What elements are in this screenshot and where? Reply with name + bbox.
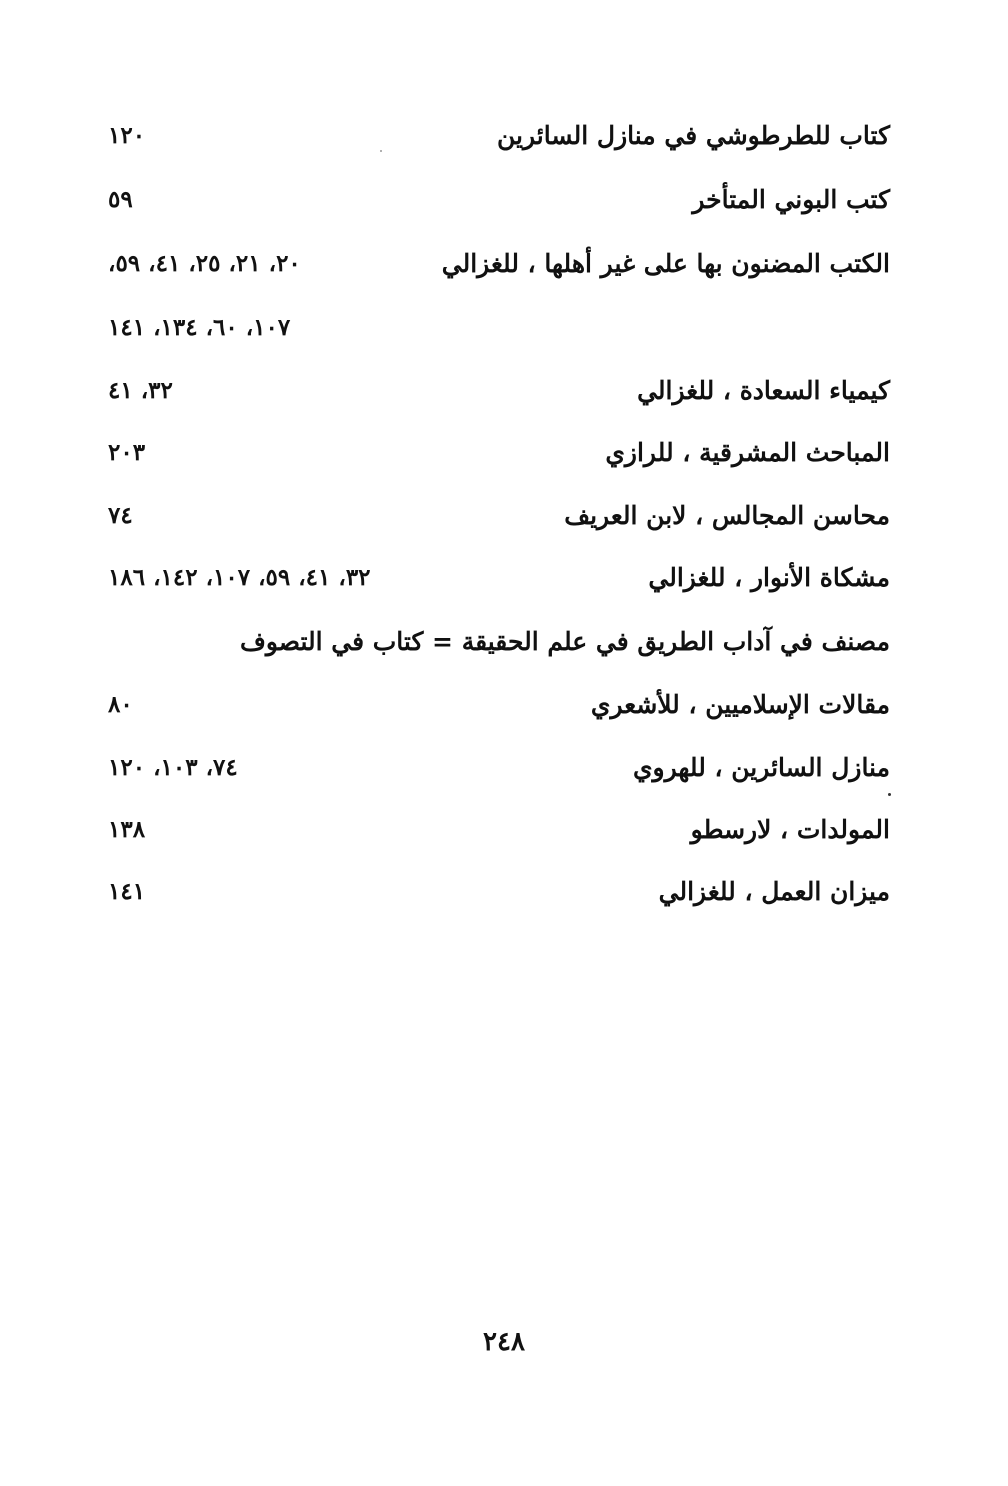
entry-title: كيمياء السعادة ، للغزالي	[637, 376, 890, 405]
index-entry	[108, 685, 890, 735]
entry-pages: ٣٢، ٤١	[108, 377, 173, 404]
index-entry	[108, 496, 890, 546]
entry-title: مقالات الإسلاميين ، للأشعري	[590, 690, 890, 719]
entry-pages: ٢٠، ٢١، ٢٥، ٤١، ٥٩،	[108, 250, 301, 277]
entry-pages: ٢٠٣	[108, 439, 146, 466]
index-entry	[108, 558, 890, 608]
entry-pages: ٧٤	[108, 502, 133, 529]
index-entry	[108, 872, 890, 922]
entry-title: الكتب المضنون بها على غير أهلها ، للغزالي	[441, 249, 890, 278]
entry-pages: ١٠٧، ٦٠، ١٣٤، ١٤١	[108, 314, 291, 341]
entry-title: كتاب للطرطوشي في منازل السائرين	[496, 121, 890, 150]
entry-pages: ٧٤، ١٠٣، ١٢٠	[108, 754, 238, 781]
entry-title: المباحث المشرقية ، للرازي	[605, 438, 890, 467]
entry-title: مشكاة الأنوار ، للغزالي	[648, 563, 890, 592]
entry-title: كتب البوني المتأخر	[692, 185, 890, 214]
index-entry	[108, 810, 890, 860]
print-speck	[888, 793, 891, 796]
entry-title: محاسن المجالس ، لابن العريف	[564, 501, 890, 530]
index-entry	[108, 748, 890, 798]
index-entry	[108, 433, 890, 483]
index-entry-continuation	[108, 308, 890, 358]
print-speck	[380, 150, 382, 152]
entry-title: ميزان العمل ، للغزالي	[658, 877, 890, 906]
index-entry	[108, 116, 890, 166]
entry-pages: ١٣٨	[108, 816, 146, 843]
index-entry	[108, 180, 890, 230]
entry-pages: ٣٢، ٤١، ٥٩، ١٠٧، ١٤٢، ١٨٦	[108, 564, 371, 591]
entry-pages: ٨٠	[108, 691, 133, 718]
entry-title: المولدات ، لارسطو	[690, 815, 890, 844]
index-entry	[108, 371, 890, 421]
entry-title: مصنف في آداب الطريق في علم الحقيقة = كتاب في التصوف	[239, 627, 890, 656]
entry-pages: ١٢٠	[108, 122, 146, 149]
index-entry	[108, 622, 890, 672]
entry-title: منازل السائرين ، للهروي	[632, 753, 890, 782]
entry-pages: ٥٩	[108, 186, 133, 213]
page-number: ٢٤٨	[483, 1327, 525, 1357]
entry-pages: ١٤١	[108, 878, 146, 905]
index-entry	[108, 244, 890, 294]
